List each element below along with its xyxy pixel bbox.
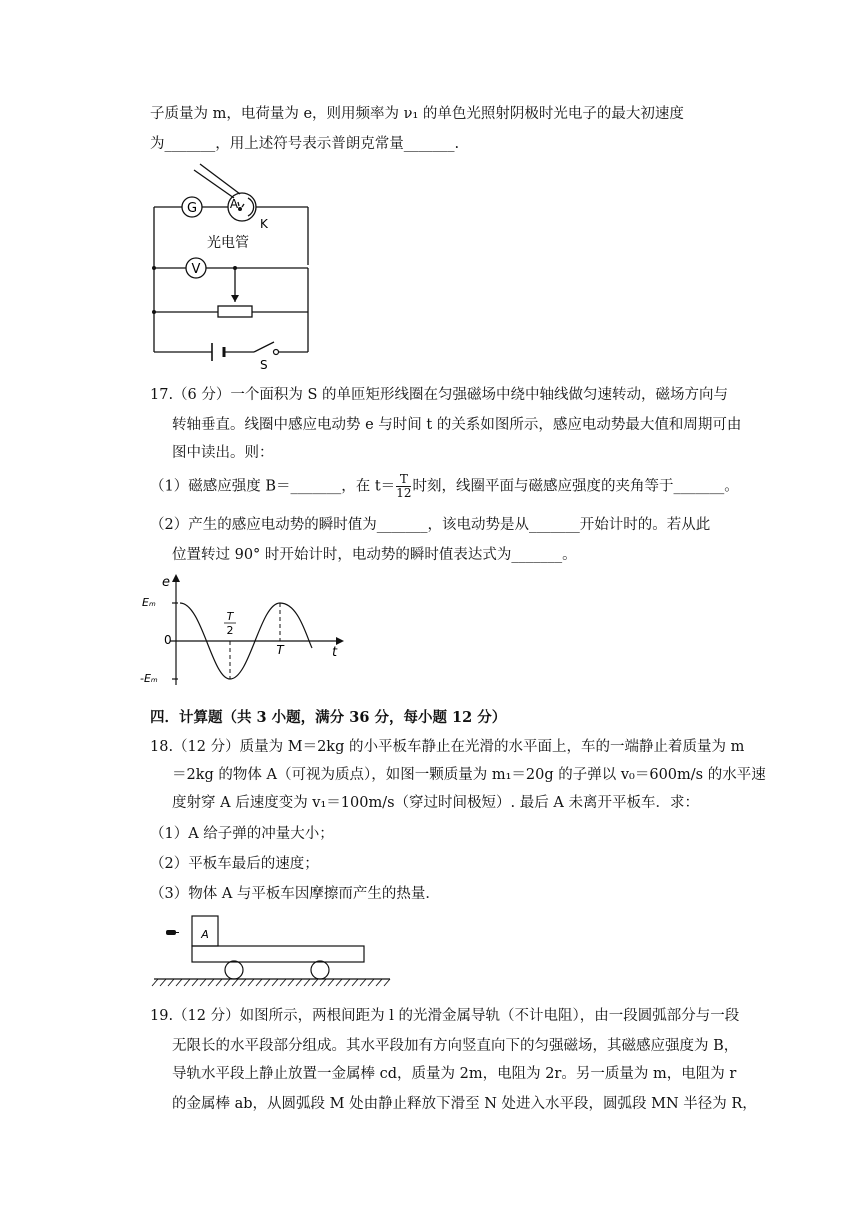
time-fraction xyxy=(396,473,411,500)
half-period-denominator: 2 xyxy=(226,624,234,637)
q18-sub-3: （3）物体 A 与平板车因摩擦而产生的热量． xyxy=(150,886,440,902)
switch-label: S xyxy=(260,358,268,372)
photoelectric-circuit-diagram xyxy=(140,162,320,372)
q19-line-4: 的金属棒 ab，从圆弧段 M 处由静止释放下滑至 N 处进入水平段，圆弧段 MN 半径为 R， xyxy=(172,1096,757,1112)
q18-line-3: 度射穿 A 后速度变为 v₁＝100m/s（穿过时间极短）. 最后 A 未离开平板车．求： xyxy=(172,795,699,811)
q18-sub-2: （2）平板车最后的速度； xyxy=(150,856,319,872)
cart-diagram xyxy=(150,910,400,986)
voltmeter-label: V xyxy=(191,262,201,277)
x-axis-label: t xyxy=(332,645,338,660)
galvanometer-label: G xyxy=(186,201,198,216)
emf-time-graph xyxy=(140,570,360,695)
q17-line-3: 图中读出。则： xyxy=(172,445,274,461)
q16-line-1: 子质量为 m，电荷量为 e，则用频率为 ν₁ 的单色光照射阴极时光电子的最大初速度 xyxy=(150,106,684,122)
q19-line-3: 导轨水平段上静止放置一金属棒 cd，质量为 2m，电阻为 2r。另一质量为 m，电阻为 r xyxy=(172,1066,737,1082)
y-axis-label: e xyxy=(162,575,170,590)
q19-line-1: 19.（12 分）如图所示，两根间距为 l 的光滑金属导轨（不计电阻），由一段圆弧部分与一段 xyxy=(150,1008,740,1024)
q17-part-2-line-1: （2）产生的感应电动势的瞬时值为_______，该电动势是从_______开始计时的。若从此 xyxy=(150,517,711,533)
section-heading: 四．计算题（共 3 小题，满分 36 分，每小题 12 分） xyxy=(150,709,507,726)
y-min-label: -Eₘ xyxy=(140,672,158,685)
q17-part-1-end: 时刻，线圈平面与磁感应强度的夹角等于_______。 xyxy=(412,478,739,495)
q18-sub-1: （1）A 给子弹的冲量大小； xyxy=(150,826,334,842)
cathode-label: K xyxy=(260,217,268,231)
block-label: A xyxy=(201,928,209,941)
q17-line-2: 转轴垂直。线圈中感应电动势 e 与时间 t 的关系如图所示，感应电动势最大值和周期可由 xyxy=(172,417,742,433)
bullet-icon xyxy=(166,930,176,935)
y-max-label: Eₘ xyxy=(142,596,156,609)
q18-line-1: 18.（12 分）质量为 M＝2kg 的小平板车静止在光滑的水平面上，车的一端静止着质量为 m xyxy=(150,739,745,755)
q17-part-2-line-2: 位置转过 90° 时开始计时，电动势的瞬时值表达式为_______。 xyxy=(172,547,577,563)
fraction-numerator: T xyxy=(396,473,411,487)
q18-line-2: ＝2kg 的物体 A（可视为质点），如图一颗质量为 m₁＝20g 的子弹以 v₀＝600m/s 的水平速 xyxy=(172,767,766,783)
q19-line-2: 无限长的水平段部分组成。其水平段加有方向竖直向下的匀强磁场，其磁感应强度为 B， xyxy=(172,1038,739,1054)
anode-label: A xyxy=(229,197,239,211)
q16-line-2: 为_______，用上述符号表示普朗克常量_______. xyxy=(150,136,460,152)
period-label: T xyxy=(276,643,284,657)
half-period-numerator: T xyxy=(226,610,234,623)
q17-part-1 xyxy=(150,473,739,500)
origin-label: 0 xyxy=(164,633,172,647)
q17-part-1-start: （1）磁感应强度 B＝_______，在 t＝ xyxy=(150,478,396,495)
fraction-denominator: 12 xyxy=(396,486,412,500)
q17-line-1: 17.（6 分）一个面积为 S 的单匝矩形线圈在匀强磁场中绕中轴线做匀速转动，磁场方向与 xyxy=(150,387,729,403)
tube-label: 光电管 xyxy=(207,235,249,251)
